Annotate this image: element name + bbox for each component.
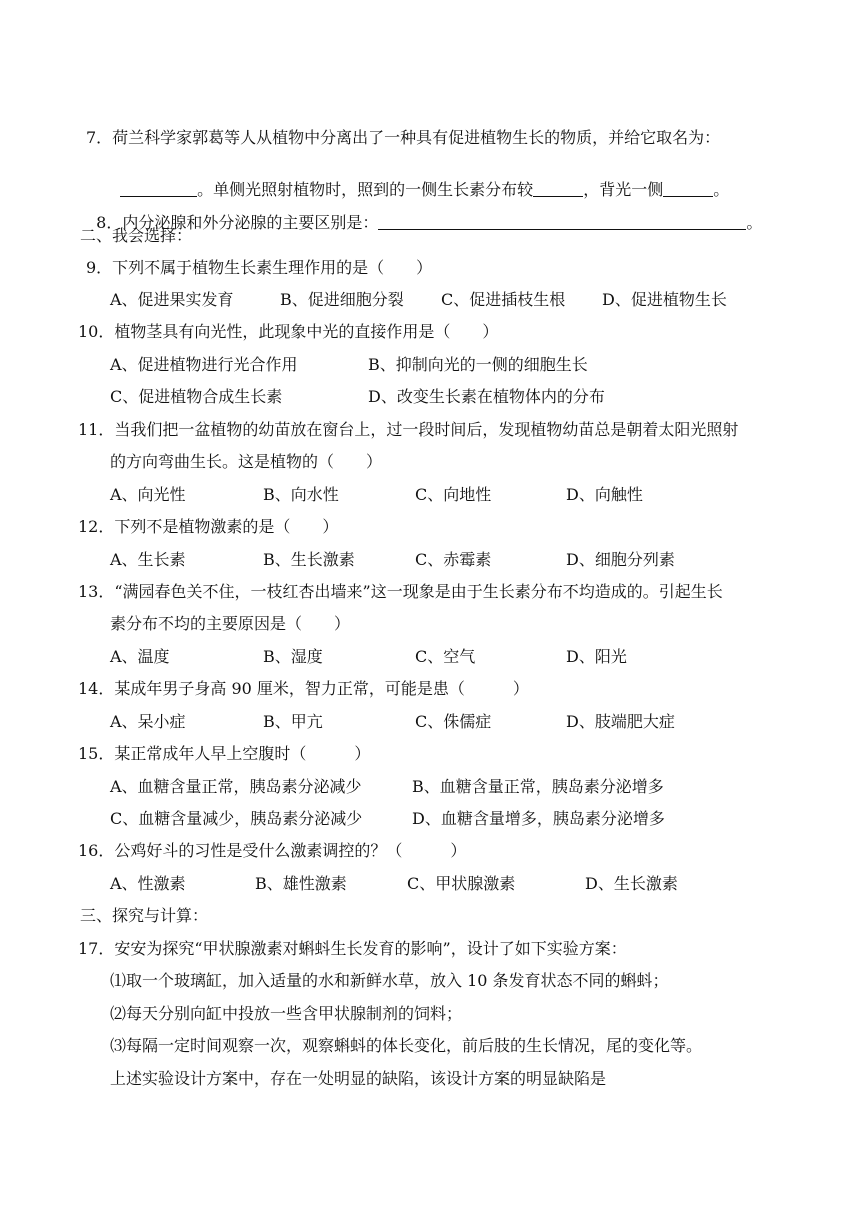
section-heading-choice: 二、我会选择： [80,226,193,245]
q9-option-a[interactable]: A、促进果实发育 [110,290,234,309]
q16-option-d[interactable]: D、生长激素 [585,874,678,893]
q12-option-b[interactable]: B、生长激素 [263,550,355,569]
q13-option-a[interactable]: A、温度 [110,647,170,666]
q15-option-a[interactable]: A、血糖含量正常，胰岛素分泌减少 [110,777,362,796]
q9-option-c[interactable]: C、促进插枝生根 [441,290,566,309]
q15-stem: 15．某正常成年人早上空腹时（ ） [78,744,371,763]
q16-option-a[interactable]: A、性激素 [110,874,186,893]
q17-question: 上述实验设计方案中，存在一处明显的缺陷，该设计方案的明显缺陷是 [110,1069,607,1088]
q11-stem-line1: 11．当我们把一盆植物的幼苗放在窗台上，过一段时间后，发现植物幼苗总是朝着太阳光照射 [78,420,739,439]
q11-option-c[interactable]: C、向地性 [415,485,492,504]
q12-option-a[interactable]: A、生长素 [110,550,186,569]
q13-option-b[interactable]: B、湿度 [263,647,323,666]
q14-option-a[interactable]: A、呆小症 [110,712,186,731]
q12-stem: 12．下列不是植物激素的是（ ） [78,517,339,536]
q13-option-c[interactable]: C、空气 [415,647,476,666]
q8-end: 。 [746,213,763,232]
q14-option-c[interactable]: C、侏儒症 [415,712,492,731]
q17-step-2: ⑵每天分别向缸中投放一些含甲状腺制剂的饲料； [110,1004,463,1023]
q16-option-c[interactable]: C、甲状腺激素 [407,874,516,893]
q11-option-a[interactable]: A、向光性 [110,485,186,504]
q14-option-b[interactable]: B、甲亢 [263,712,323,731]
q15-option-c[interactable]: C、血糖含量减少，胰岛素分泌减少 [110,809,363,828]
q17-step-1: ⑴取一个玻璃缸，加入适量的水和新鲜水草，放入 10 条发育状态不同的蝌蚪； [110,971,669,990]
q13-option-d[interactable]: D、阳光 [566,647,627,666]
q7-line1: 7．荷兰科学家郭葛等人从植物中分离出了一种具有促进植物生长的物质，并给它取名为： [86,128,721,147]
q7-text-b: ，背光一侧 [583,180,664,199]
q11-option-d[interactable]: D、向触性 [566,485,643,504]
q13-stem-line1: 13．“满园春色关不住，一枝红杏出墙来”这一现象是由于生长素分布不均造成的。引起生长 [78,582,723,601]
section-heading-inquiry: 三、探究与计算： [80,906,209,925]
q15-option-b[interactable]: B、血糖含量正常，胰岛素分泌增多 [412,777,664,796]
q10-option-b[interactable]: B、抑制向光的一侧的细胞生长 [368,355,588,374]
q14-stem: 14．某成年男子身高 90 厘米，智力正常，可能是患（ ） [78,679,529,698]
q13-stem-line2: 素分布不均的主要原因是（ ） [110,614,351,633]
q16-option-b[interactable]: B、雄性激素 [255,874,347,893]
q7-text-a: 。单侧光照射植物时，照到的一侧生长素分布较 [197,180,534,199]
q16-stem: 16．公鸡好斗的习性是受什么激素调控的？（ ） [78,841,467,860]
q9-stem: 9．下列不属于植物生长素生理作用的是（ ） [86,258,433,277]
q10-option-d[interactable]: D、改变生长素在植物体内的分布 [368,387,605,406]
q14-option-d[interactable]: D、肢端肥大症 [566,712,675,731]
q9-option-b[interactable]: B、促进细胞分裂 [280,290,404,309]
q17-step-3: ⑶每隔一定时间观察一次，观察蝌蚪的体长变化，前后肢的生长情况，尾的变化等。 [110,1036,703,1055]
q17-stem: 17．安安为探究“甲状腺激素对蝌蚪生长发育的影响”，设计了如下实验方案： [78,939,627,958]
q12-option-d[interactable]: D、细胞分列素 [566,550,675,569]
q10-stem: 10．植物茎具有向光性，此现象中光的直接作用是（ ） [78,322,499,341]
answer-blank[interactable] [378,213,746,230]
q11-option-b[interactable]: B、向水性 [263,485,339,504]
q10-option-c[interactable]: C、促进植物合成生长素 [110,387,283,406]
q9-option-d[interactable]: D、促进植物生长 [602,290,727,309]
q12-option-c[interactable]: C、赤霉素 [415,550,492,569]
q15-option-d[interactable]: D、血糖含量增多，胰岛素分泌增多 [412,809,665,828]
q11-stem-line2: 的方向弯曲生长。这是植物的（ ） [110,452,383,471]
q10-option-a[interactable]: A、促进植物进行光合作用 [110,355,298,374]
q7-text-c: 。 [713,180,730,199]
q8-text: 8．内分泌腺和外分泌腺的主要区别是： [96,213,379,232]
